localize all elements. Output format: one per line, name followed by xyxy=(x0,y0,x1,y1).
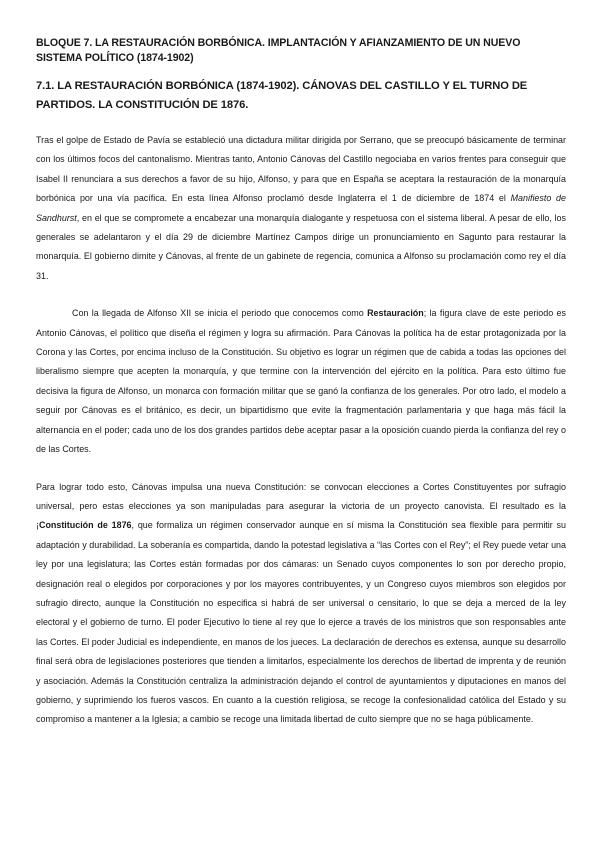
document-page xyxy=(36,36,566,730)
paragraph-1-text-a: Tras el golpe de Estado de Pavía se estableció una dictadura militar dirigida por Serrano, que se preocupó básicamente de terminar con los últimos focos del cantonalismo. Mientras tanto, Antonio Cánovas del Castillo negociaba en varios frentes para conseguir que Isabel II renunciara a sus derechos a favor de su hijo, Alfonso, y para que en España se aceptara la restauración de la monarquía borbónica por una vía pacífica. En esta línea Alfonso proclamó desde Inglaterra el 1 de diciembre de 1874 el xyxy=(36,135,566,204)
paragraph-3-text-b: , que formaliza un régimen conservador aunque en sí misma la Constitución sea flexible para permitir su adaptación y durabilidad. La soberanía es compartida, dando la potestad legislativa a “las Cortes con el Rey”; el Rey puede vetar una ley por una legislatura; las Cortes están formadas por dos cámaras: un Senado cuyos componentes lo son por derecho propio, designación real o elegidos por corporaciones y por los mayores contribuyentes, y un Congreso cuyos miembros son elegidos por sufragio directo, aunque la Constitución no especifica si habrá de ser universal o censitario, lo que se deja a merced de la ley electoral y el gobierno de turno. El poder Ejecutivo lo tiene al rey que lo ejerce a través de los ministros que son responsables ante las Cortes. El poder Judicial es independiente, en manos de los jueces. La declaración de derechos es extensa, aunque su desarrollo final será obra de legislaciones posteriores que tienden a limitarlos, especialmente los derechos de libertad de imprenta y de reunión y asociación. Además la Constitución centraliza la administración dejando el control de ayuntamientos y diputaciones en manos del gobierno, y suprimiendo los fueros vascos. En cuanto a la cuestión religiosa, se recoge la confesionalidad católica del Estado y su compromiso a mantener a la Iglesia; a cambio se recoge una limitada libertad de culto siempre que no se haga públicamente. xyxy=(36,520,566,725)
restauracion-term: Restauración xyxy=(367,308,424,319)
manifesto-title: Manifiesto de Sandhurst xyxy=(36,193,566,223)
section-title: 7.1. LA RESTAURACIÓN BORBÓNICA (1874-1902). CÁNOVAS DEL CASTILLO Y EL TURNO DE PARTIDOS. LA CONSTITUCIÓN DE 1876. xyxy=(36,80,528,111)
paragraph-3 xyxy=(36,478,566,730)
paragraph-3-text-a: Para lograr todo esto, Cánovas impulsa una nueva Constitución: se convocan elecciones a Cortes Constituyentes por sufragio universal, pero estas elecciones ya son manipuladas para asegurar la victoria de un proyecto canovista. El resultado es la ¡ xyxy=(36,481,566,531)
paragraph-2 xyxy=(36,304,566,459)
paragraph-1-text-b: , en el que se compromete a encabezar una monarquía dialogante y respetuosa con el sistema liberal. A pesar de ello, los generales se adelantaron y el día 29 de diciembre Martínez Campos dirige un pronunciamiento en Sagunto para restaurar la monarquía. El gobierno dimite y Cánovas, al frente de un gabinete de regencia, comunica a Alfonso su proclamación como rey el día 31. xyxy=(36,212,566,281)
constitution-term: Constitución de 1876 xyxy=(38,520,132,531)
paragraph-2-text-a: Con la llegada de Alfonso XII se inicia el periodo que conocemos como xyxy=(72,308,368,319)
block-title: BLOQUE 7. LA RESTAURACIÓN BORBÓNICA. IMPLANTACIÓN Y AFIANZAMIENTO DE UN NUEVO SISTEMA POLÍTICO (1874-1902) xyxy=(36,37,521,64)
paragraph-1 xyxy=(36,131,566,286)
paragraph-2-text-b: ; la figura clave de este periodo es Antonio Cánovas, el político que diseña el régimen y logra su afirmación. Para Cánovas la política ha de estar protagonizada por la Corona y las Cortes, por encima incluso de la Constitución. Su objetivo es lograr un régimen que de cabida a todas las opciones del liberalismo siempre que acepten la monarquía, y que termine con la intervención del ejército en la política. Para esto último fue decisiva la figura de Alfonso, un monarca con formación militar que se ganó la confianza de los generales. Por otro lado, el modelo a seguir por Cánovas es el británico, es decir, un bipartidismo que evite la fragmentación parlamentaria y que haga más fácil la alternancia en el poder; cada uno de los dos grandes partidos debe aceptar pasar a la oposición cuando pierda la confianza del rey o de las Cortes. xyxy=(36,308,566,455)
